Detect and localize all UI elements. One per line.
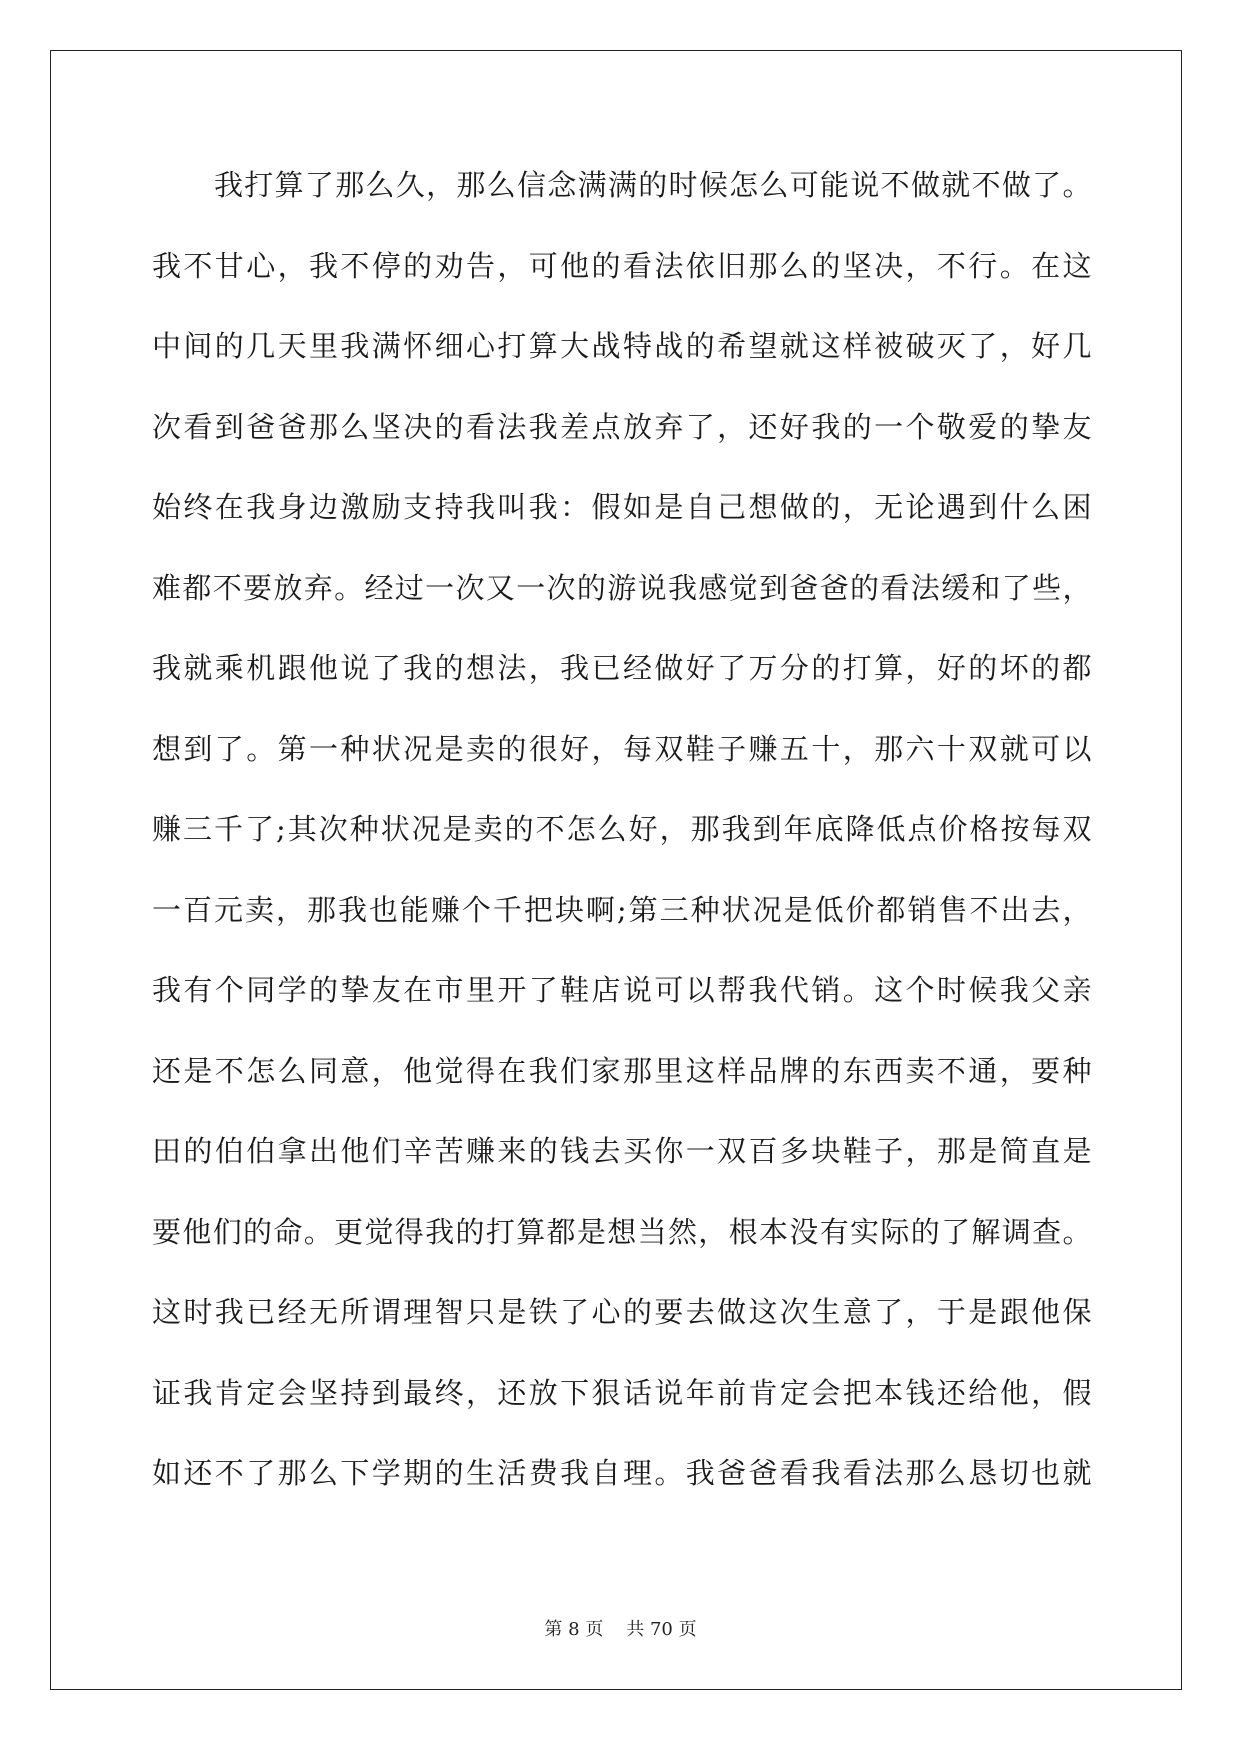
text-line: 如还不了那么下学期的生活费我自理。我爸爸看我看法那么恳切也就 bbox=[152, 1456, 1092, 1490]
text-line: 证我肯定会坚持到最终，还放下狠话说年前肯定会把本钱还给他，假 bbox=[152, 1375, 1092, 1410]
text-line: 要他们的命。更觉得我的打算都是想当然，根本没有实际的了解调查。 bbox=[152, 1214, 1092, 1249]
document-body bbox=[152, 159, 1092, 1528]
text-line: 次看到爸爸那么坚决的看法我差点放弃了，还好我的一个敬爱的挚友 bbox=[152, 409, 1092, 444]
page-total: 共 70 页 bbox=[626, 1619, 697, 1640]
text-line: 田的伯伯拿出他们辛苦赚来的钱去买你一双百多块鞋子，那是简直是 bbox=[152, 1134, 1092, 1168]
text-line: 我打算了那么久，那么信念满满的时候怎么可能说不做就不做了。 bbox=[214, 168, 1092, 202]
page-footer bbox=[0, 1615, 1241, 1641]
text-line: 这时我已经无所谓理智只是铁了心的要去做这次生意了，于是跟他保 bbox=[152, 1295, 1092, 1329]
text-line: 始终在我身边激励支持我叫我：假如是自己想做的，无论遇到什么困 bbox=[152, 490, 1092, 524]
page-number: 第 8 页 bbox=[544, 1619, 604, 1640]
text-line: 我有个同学的挚友在市里开了鞋店说可以帮我代销。这个时候我父亲 bbox=[152, 973, 1092, 1007]
text-line: 难都不要放弃。经过一次又一次的游说我感觉到爸爸的看法缓和了些， bbox=[152, 570, 1092, 605]
text-line: 赚三千了;其次种状况是卖的不怎么好，那我到年底降低点价格按每双 bbox=[152, 812, 1092, 846]
text-line: 中间的几天里我满怀细心打算大战特战的希望就这样被破灭了，好几 bbox=[152, 329, 1092, 363]
text-line: 一百元卖，那我也能赚个千把块啊;第三种状况是低价都销售不出去， bbox=[152, 892, 1092, 927]
text-line: 还是不怎么同意，他觉得在我们家那里这样品牌的东西卖不通，要种 bbox=[152, 1053, 1092, 1088]
text-line: 我不甘心，我不停的劝告，可他的看法依旧那么的坚决，不行。在这 bbox=[152, 248, 1092, 283]
text-line: 想到了。第一种状况是卖的很好，每双鞋子赚五十，那六十双就可以 bbox=[152, 731, 1092, 766]
text-line: 我就乘机跟他说了我的想法，我已经做好了万分的打算，好的坏的都 bbox=[152, 651, 1092, 685]
